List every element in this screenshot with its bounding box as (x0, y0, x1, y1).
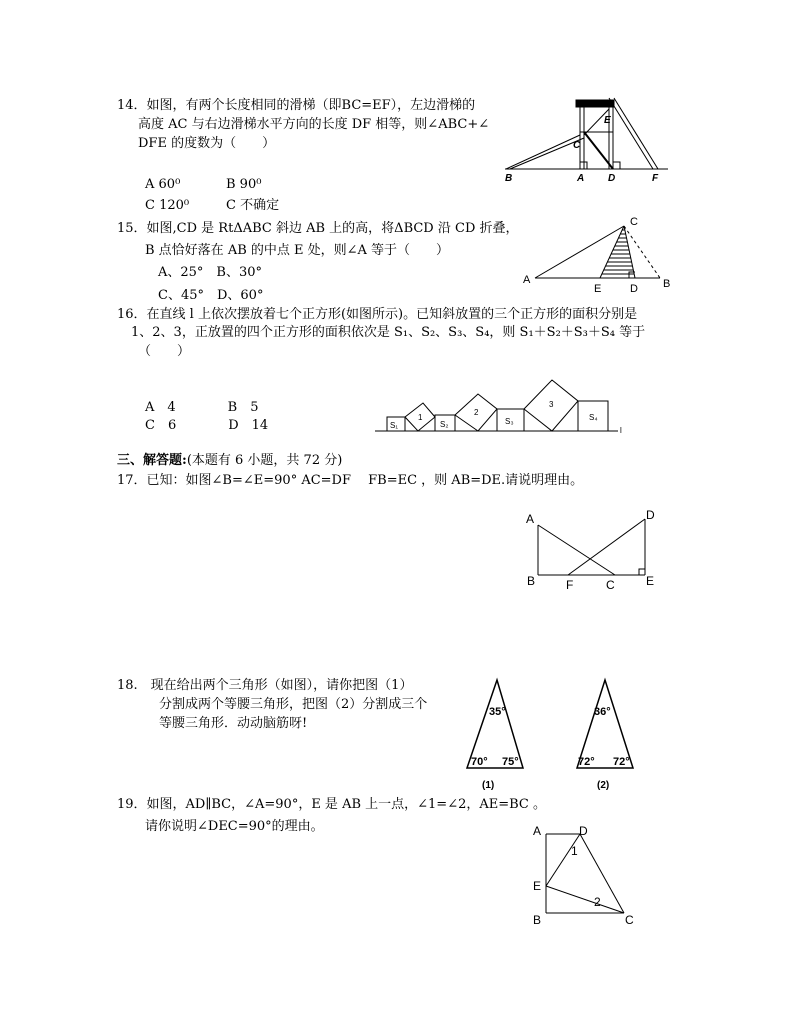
q19-label-b: B (533, 913, 542, 927)
q15-line1: 15．如图,CD 是 RtΔABC 斜边 AB 上的高，将ΔBCD 沿 CD 折叠， (117, 221, 519, 236)
q15-label-b: B (663, 278, 671, 290)
q14-option-b: B 90⁰ (226, 177, 262, 192)
q18-fig2-top-angle: 36° (594, 706, 611, 718)
section3-heading: 三、解答题: (117, 453, 187, 468)
q19-label-e: E (533, 879, 542, 893)
q16-squares-figure (370, 374, 632, 436)
q18-fig1-right-angle: 75° (502, 756, 519, 768)
q15-label-e: E (594, 283, 602, 295)
q15-options-cd: C、45° D、60° (158, 288, 264, 303)
q19-label-1: 1 (571, 844, 578, 858)
q17-label-c: C (606, 578, 615, 592)
q14-label-d: D (608, 173, 616, 184)
q17-line1: 17．已知：如图∠B=∠E=90° AC=DF FB=EC ，则 AB=DE.请说明理由。 (117, 473, 584, 488)
q16-label-s2: S₂ (440, 420, 449, 429)
q15-fold-figure (520, 214, 680, 294)
q17-label-f: F (566, 578, 574, 592)
q18-line2: 分割成两个等腰三角形，把图（2）分割成三个 (159, 697, 428, 712)
q18-line1: 18. 现在给出两个三角形（如图），请你把图（1） (117, 678, 413, 693)
q14-line3: DFE 的度数为（ ） (138, 136, 276, 151)
q16-label-s3: S₃ (505, 417, 514, 426)
q15-label-d: D (630, 283, 638, 295)
q19-label-c: C (625, 913, 634, 927)
q14-option-a: A 60⁰ (145, 177, 181, 192)
q14-option-d: C 不确定 (226, 198, 280, 213)
q18-line3: 等腰三角形．动动脑筋呀! (159, 716, 308, 731)
q17-figure (520, 505, 670, 600)
q19-label-d: D (579, 824, 588, 838)
q18-fig2-left-angle: 72° (578, 756, 595, 768)
q14-option-c: C 120⁰ (145, 198, 190, 213)
q16-line3: （ ） (138, 344, 191, 359)
q14-label-f: F (652, 173, 659, 184)
q17-label-a: A (526, 512, 535, 526)
q15-label-a: A (523, 274, 531, 286)
q16-line2: 1、2、3，正放置的四个正方形的面积依次是 S₁、S₂、S₃、S₄，则 S₁＋S₂＋S₃＋S₄ 等于 (131, 325, 646, 340)
section3-heading-row (117, 452, 342, 469)
q16-label-3: 3 (549, 400, 554, 409)
q14-label-c: C (573, 140, 581, 151)
q15-label-c: C (630, 216, 638, 228)
q17-label-e: E (646, 574, 655, 588)
q18-fig2-caption: (2) (597, 780, 610, 791)
q18-fig2-right-angle: 72° (613, 756, 630, 768)
q18-fig1-caption: (1) (482, 780, 495, 791)
q19-figure (520, 820, 645, 930)
q18-triangle-2 (570, 675, 650, 800)
q14-line1: 14．如图，有两个长度相同的滑梯（即BC=EF），左边滑梯的 (117, 98, 476, 113)
q15-line2: B 点恰好落在 AB 的中点 E 处，则∠A 等于（ ） (145, 243, 450, 258)
q19-label-a: A (533, 824, 542, 838)
q16-label-2: 2 (474, 408, 479, 417)
q16-label-1: 1 (418, 413, 423, 422)
q18-triangle-1 (460, 675, 540, 800)
q14-label-b: B (505, 173, 513, 184)
q17-label-b: B (527, 574, 536, 588)
q16-options-cd: C 6 D 14 (145, 418, 269, 433)
q19-line1: 19．如图，AD∥BC，∠A=90°，E 是 AB 上一点，∠1=∠2，AE=BC 。 (117, 797, 547, 812)
q15-options-ab: A、25° B、30° (158, 265, 263, 280)
q16-label-s1: S₁ (390, 421, 399, 430)
q16-options-ab: A 4 B 5 (145, 400, 259, 415)
q16-label-s4: S₄ (589, 413, 598, 422)
q18-fig1-left-angle: 70° (471, 756, 488, 768)
q14-label-e: E (604, 115, 611, 126)
q14-slide-figure (500, 92, 680, 187)
q19-line2: 请你说明∠DEC=90°的理由。 (145, 819, 324, 834)
q17-label-d: D (646, 508, 655, 522)
q16-line1: 16．在直线 l 上依次摆放着七个正方形(如图所示)。已知斜放置的三个正方形的面积分别是 (117, 307, 638, 322)
q14-label-a: A (577, 173, 585, 184)
q16-label-l: l (620, 426, 622, 435)
q18-fig1-top-angle: 35° (489, 706, 506, 718)
section3-note: (本题有 6 小题，共 72 分) (186, 453, 343, 468)
q19-label-2: 2 (594, 895, 601, 909)
q14-line2: 高度 AC 与右边滑梯水平方向的长度 DF 相等，则∠ABC+∠ (138, 117, 490, 132)
